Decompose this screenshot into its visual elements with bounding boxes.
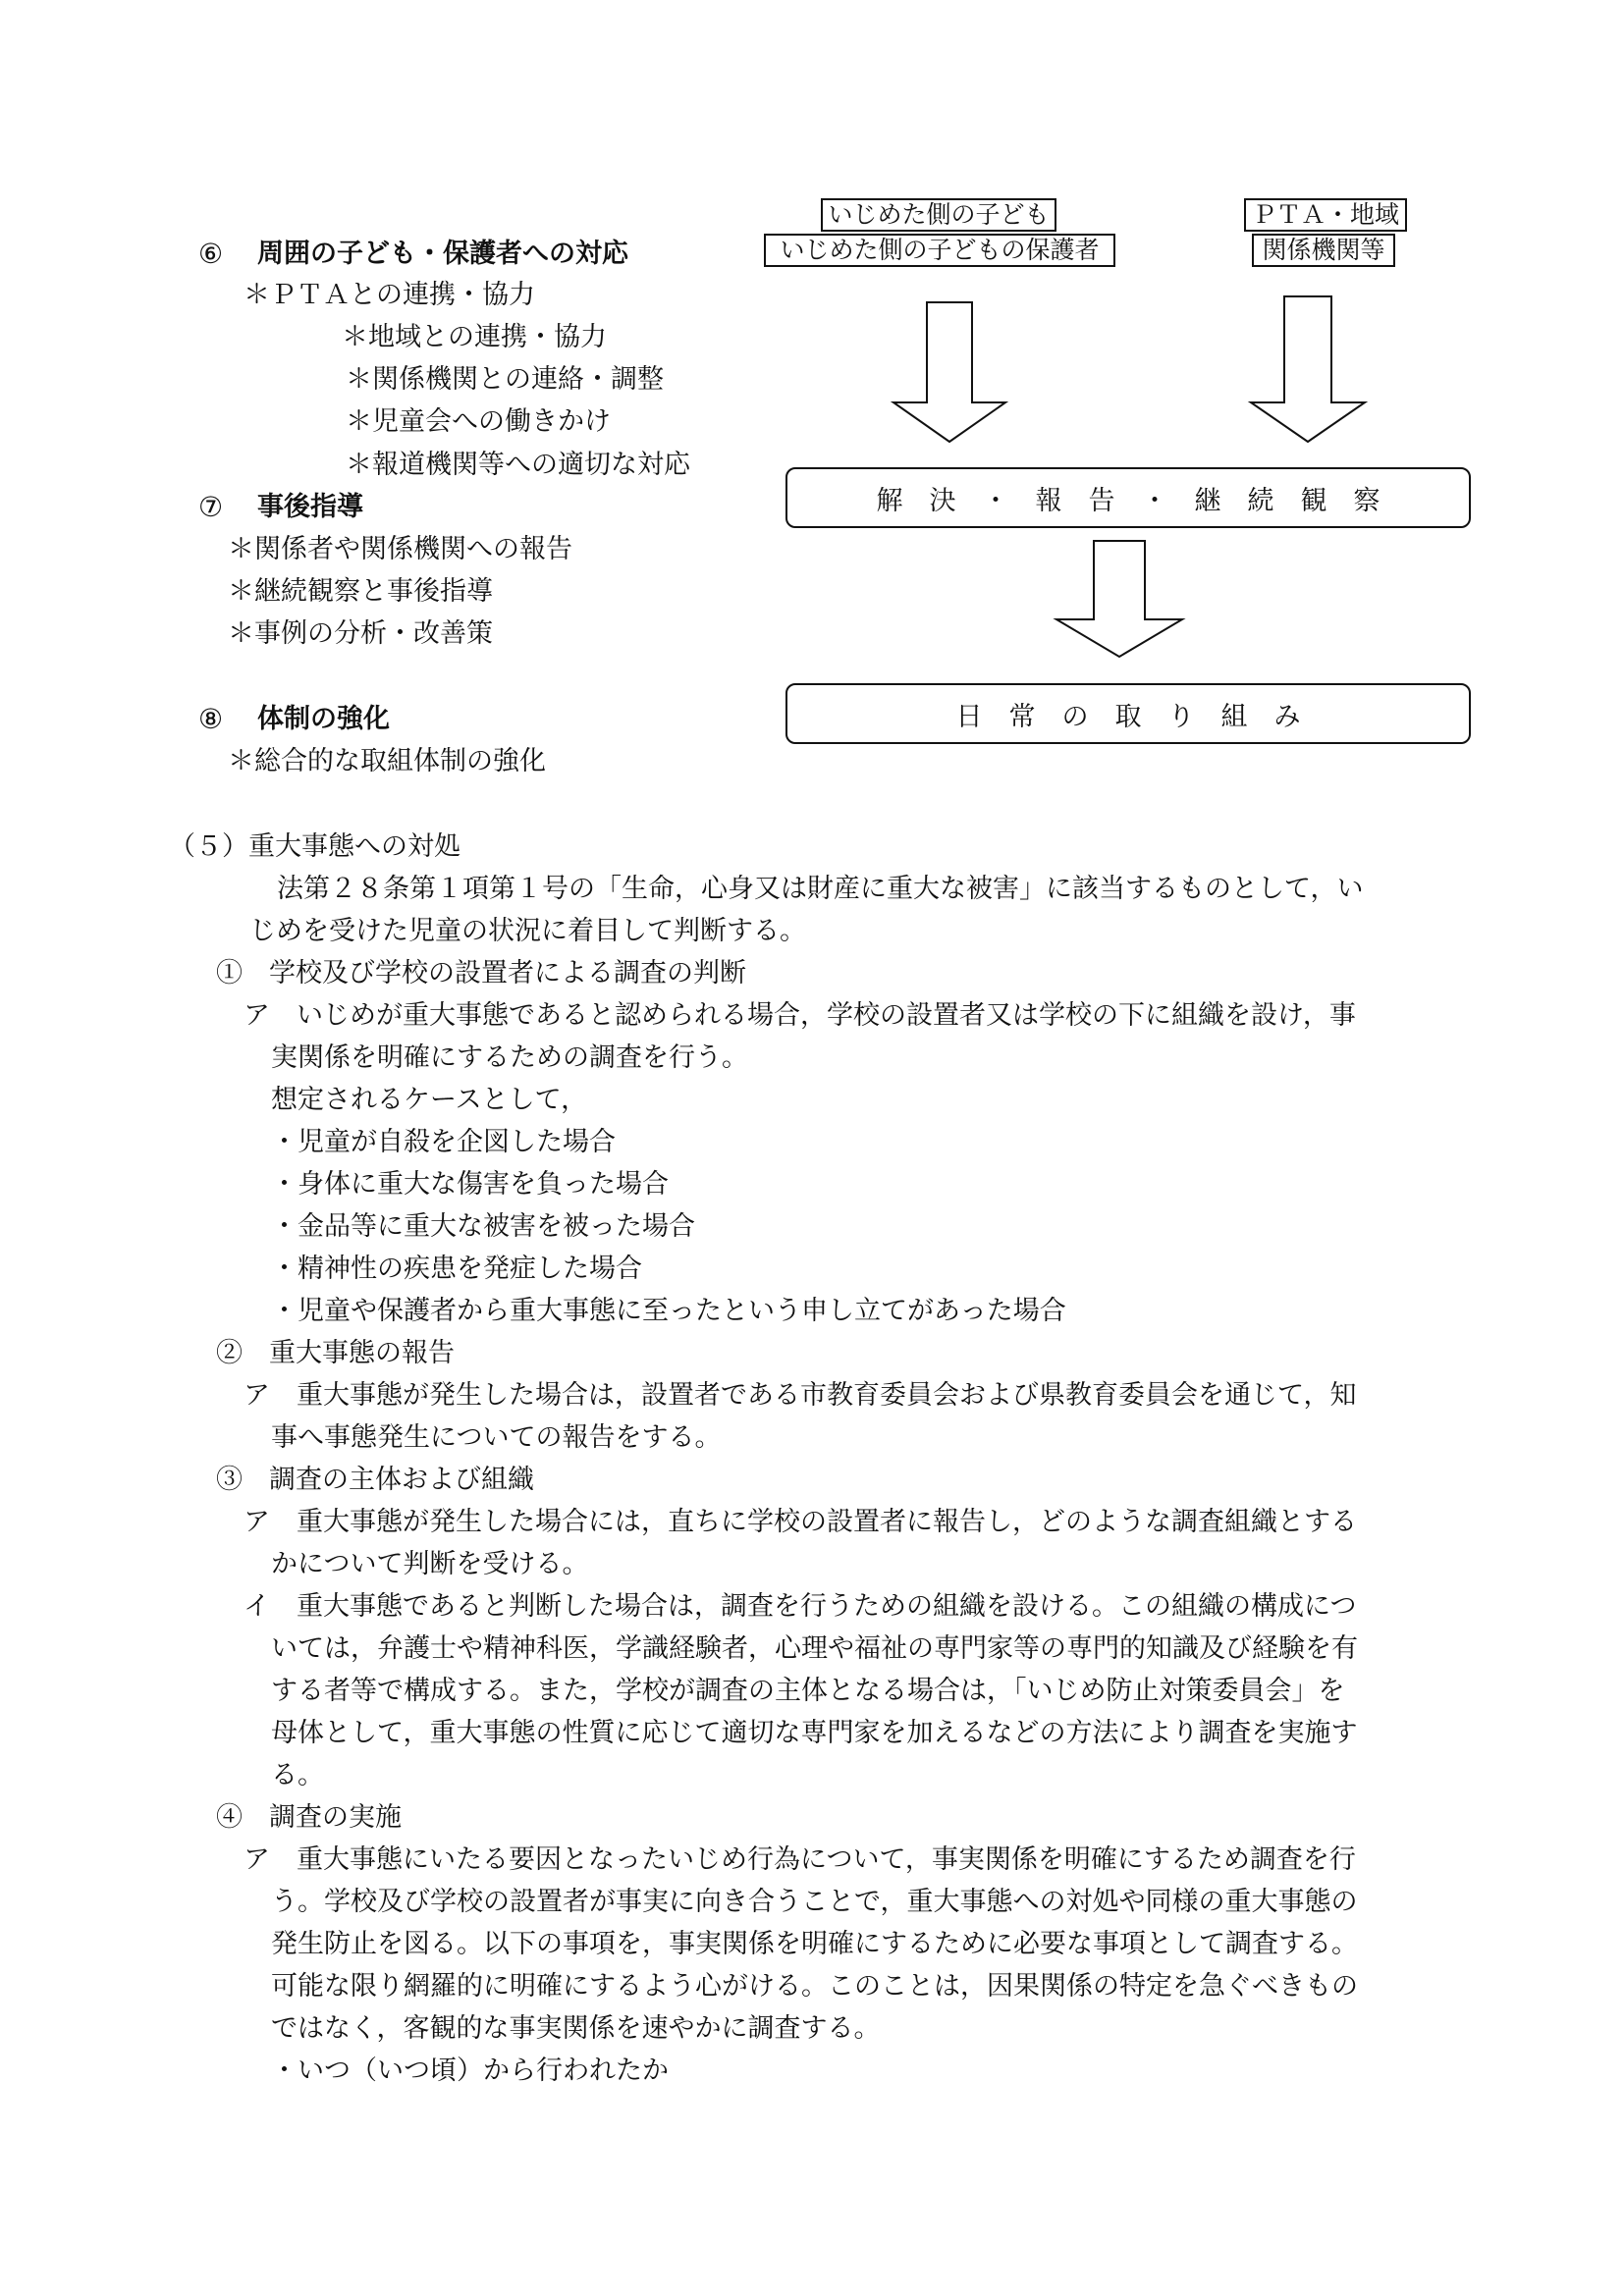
section7-item: ＊関係者や関係機関への報告	[228, 534, 572, 564]
section8-item: ＊総合的な取組体制の強化	[228, 746, 546, 776]
flow-bar-daily-efforts: 日 常 の 取 り 組 み	[785, 683, 1471, 744]
s4-a-line: 発生防止を図る。以下の事項を，事実関係を明確にするために必要な事項として調査する。	[271, 1929, 1358, 1959]
s1-a-line: 実関係を明確にするための調査を行う。	[271, 1042, 748, 1073]
section6-item: ＊地域との連携・協力	[342, 322, 607, 352]
section6-num: ⑥	[198, 238, 224, 270]
s3-heading: ③ 調査の主体および組織	[216, 1465, 534, 1495]
s2-a-line: ア 重大事態が発生した場合は，設置者である市教育委員会および県教育委員会を通じて，知	[244, 1380, 1357, 1411]
section5-intro-line: 法第２８条第１項第１号の「生命，心身又は財産に重大な被害」に該当するものとして，い	[277, 874, 1364, 904]
section6-title: 周囲の子ども・保護者への対応	[257, 239, 628, 269]
section7-num: ⑦	[198, 491, 224, 523]
s3-a-line: ア 重大事態が発生した場合には，直ちに学校の設置者に報告し，どのような調査組織とする	[244, 1507, 1357, 1537]
s2-heading: ② 重大事態の報告	[216, 1338, 455, 1368]
arrow-down-left-icon	[893, 302, 1005, 442]
s4-a-line: 可能な限り網羅的に明確にするよう心がける。このことは，因果関係の特定を急ぐべきもの	[271, 1971, 1358, 2002]
flow-box-right-top: ＰＴＡ・地域	[1244, 198, 1407, 232]
section6-item: ＊報道機関等への適切な対応	[346, 450, 690, 480]
arrow-down-right-icon	[1251, 296, 1365, 442]
s4-a-line: ア 重大事態にいたる要因となったいじめ行為について，事実関係を明確にするため調査を行	[244, 1844, 1356, 1875]
s4-heading: ④ 調査の実施	[216, 1802, 402, 1833]
flow-box-left-top: いじめた側の子ども	[821, 198, 1056, 232]
section8-num: ⑧	[198, 703, 224, 735]
section7-title: 事後指導	[257, 492, 363, 522]
s3-a-line: かについて判断を受ける。	[271, 1549, 589, 1579]
s3-i-line: する者等で構成する。また，学校が調査の主体となる場合は，「いじめ防止対策委員会」を	[271, 1676, 1345, 1706]
arrow-down-center-icon	[1056, 541, 1182, 657]
section5-intro-line: じめを受けた児童の状況に着目して判断する。	[249, 916, 806, 946]
s1-case: ・児童が自殺を企図した場合	[271, 1127, 616, 1157]
flow-box-left-bottom: いじめた側の子どもの保護者	[764, 234, 1115, 267]
s1-heading: ① 学校及び学校の設置者による調査の判断	[216, 958, 746, 988]
s4-a-line: う。学校及び学校の設置者が事実に向き合うことで，重大事態への対処や同様の重大事態の	[271, 1887, 1358, 1917]
s3-i-line: イ 重大事態であると判断した場合は，調査を行うための組織を設ける。この組織の構成につ	[244, 1591, 1357, 1622]
s2-a-line: 事へ事態発生についての報告をする。	[271, 1422, 722, 1453]
section7-item: ＊事例の分析・改善策	[228, 618, 493, 649]
section8-title: 体制の強化	[257, 704, 390, 734]
section6-item: ＊関係機関との連絡・調整	[346, 364, 664, 395]
s1-case: ・児童や保護者から重大事態に至ったという申し立てがあった場合	[271, 1296, 1066, 1326]
s1-case: ・精神性の疾患を発症した場合	[271, 1254, 642, 1284]
section7-item: ＊継続観察と事後指導	[228, 576, 493, 607]
s1-case: ・身体に重大な傷害を負った場合	[271, 1169, 669, 1200]
section6-item: ＊児童会への働きかけ	[346, 406, 611, 437]
s1-a-line: ア いじめが重大事態であると認められる場合，学校の設置者又は学校の下に組織を設け，事	[244, 1000, 1356, 1031]
s3-i-line: る。	[271, 1760, 324, 1790]
s1-case: ・金品等に重大な被害を被った場合	[271, 1211, 695, 1242]
s1-lead: 想定されるケースとして，	[271, 1085, 588, 1115]
flow-bar-resolution: 解 決 ・ 報 告 ・ 継 続 観 察	[785, 467, 1471, 528]
flow-box-right-bottom: 関係機関等	[1252, 234, 1395, 267]
s3-i-line: 母体として，重大事態の性質に応じて適切な専門家を加えるなどの方法により調査を実施す	[271, 1718, 1358, 1748]
section6-item: ＊ＰＴＡとの連携・協力	[244, 280, 535, 310]
s3-i-line: いては，弁護士や精神科医，学識経験者，心理や福祉の専門家等の専門的知識及び経験を有	[271, 1633, 1358, 1664]
section5-heading: （５）重大事態への対処	[169, 831, 460, 862]
s4-a-line: ではなく，客観的な事実関係を速やかに調査する。	[271, 2013, 881, 2044]
s4-item: ・いつ（いつ頃）から行われたか	[271, 2056, 669, 2086]
